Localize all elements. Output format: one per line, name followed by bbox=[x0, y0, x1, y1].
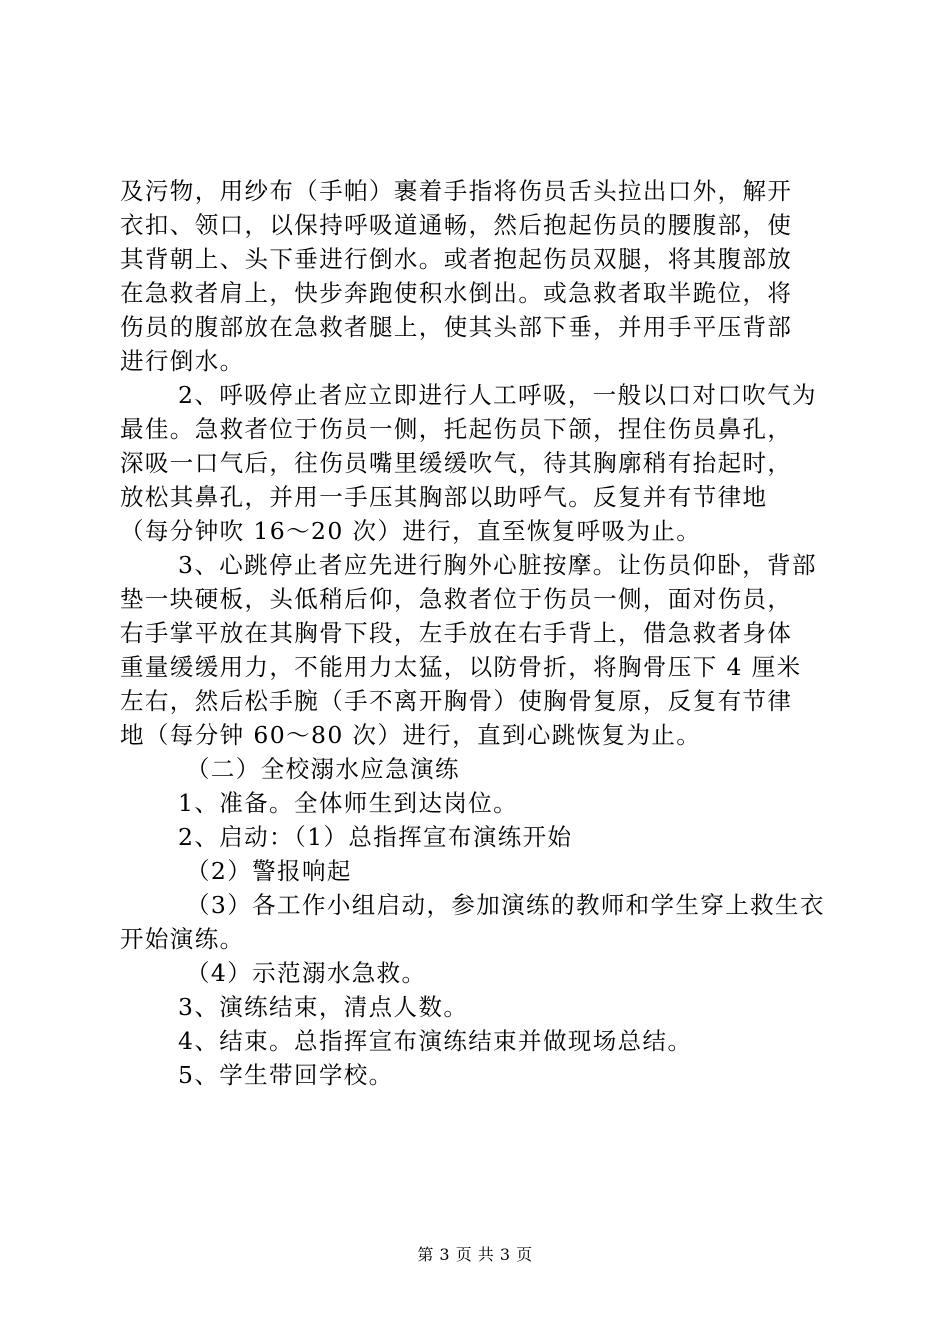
sub-list-item: （2）警报响起 bbox=[186, 857, 352, 885]
list-item: 1、准备。全体师生到达岗位。 bbox=[178, 789, 519, 817]
text-line: 重量缓缓用力，不能用力太猛，以防骨折，将胸骨压下 4 厘米 bbox=[120, 653, 802, 681]
text-line: 放松其鼻孔，并用一手压其胸部以助呼气。反复并有节律地 bbox=[120, 483, 768, 511]
sub-list-item: （3）各工作小组启动，参加演练的教师和学生穿上救生衣 bbox=[186, 891, 825, 919]
text-line: 最佳。急救者位于伤员一侧，托起伤员下颌，捏住伤员鼻孔， bbox=[120, 415, 793, 443]
paragraph-start-line: 3、心跳停止者应先进行胸外心脏按摩。让伤员仰卧，背部 bbox=[178, 551, 817, 579]
list-item: 3、演练结束，清点人数。 bbox=[178, 993, 469, 1021]
text-line: 衣扣、领口，以保持呼吸道通畅，然后抱起伤员的腰腹部，使 bbox=[120, 211, 793, 239]
list-item: 4、结束。总指挥宣布演练结束并做现场总结。 bbox=[178, 1027, 693, 1055]
document-body bbox=[120, 174, 832, 1092]
paragraph-start-line: 2、呼吸停止者应立即进行人工呼吸，一般以口对口吹气为 bbox=[178, 381, 817, 409]
text-line: 左右，然后松手腕（手不离开胸骨）使胸骨复原，反复有节律 bbox=[120, 687, 793, 715]
text-line: （每分钟吹 16～20 次）进行，直至恢复呼吸为止。 bbox=[120, 517, 702, 545]
text-line: 地（每分钟 60～80 次）进行，直到心跳恢复为止。 bbox=[120, 721, 702, 749]
text-line: 垫一块硬板，头低稍后仰，急救者位于伤员一侧，面对伤员， bbox=[120, 585, 793, 613]
text-line: 进行倒水。 bbox=[120, 347, 245, 375]
page-number-footer: 第 3 页 共 3 页 bbox=[417, 1245, 533, 1264]
text-line: 在急救者肩上，快步奔跑使积水倒出。或急救者取半跪位，将 bbox=[120, 279, 793, 307]
list-item: 2、启动：（1）总指挥宣布演练开始 bbox=[178, 823, 573, 851]
section-heading: （二）全校溺水应急演练 bbox=[186, 755, 460, 783]
text-line: 伤员的腹部放在急救者腿上，使其头部下垂，并用手平压背部 bbox=[120, 313, 793, 341]
sub-list-item: （4）示范溺水急救。 bbox=[186, 959, 427, 987]
text-line: 右手掌平放在其胸骨下段，左手放在右手背上，借急救者身体 bbox=[120, 619, 793, 647]
text-line: 及污物，用纱布（手帕）裹着手指将伤员舌头拉出口外，解开 bbox=[120, 177, 793, 205]
text-line: 开始演练。 bbox=[120, 925, 245, 953]
list-item: 5、学生带回学校。 bbox=[178, 1061, 394, 1089]
text-line: 其背朝上、头下垂进行倒水。或者抱起伤员双腿，将其腹部放 bbox=[120, 245, 793, 273]
text-line: 深吸一口气后，往伤员嘴里缓缓吹气，待其胸廓稍有抬起时， bbox=[120, 449, 793, 477]
